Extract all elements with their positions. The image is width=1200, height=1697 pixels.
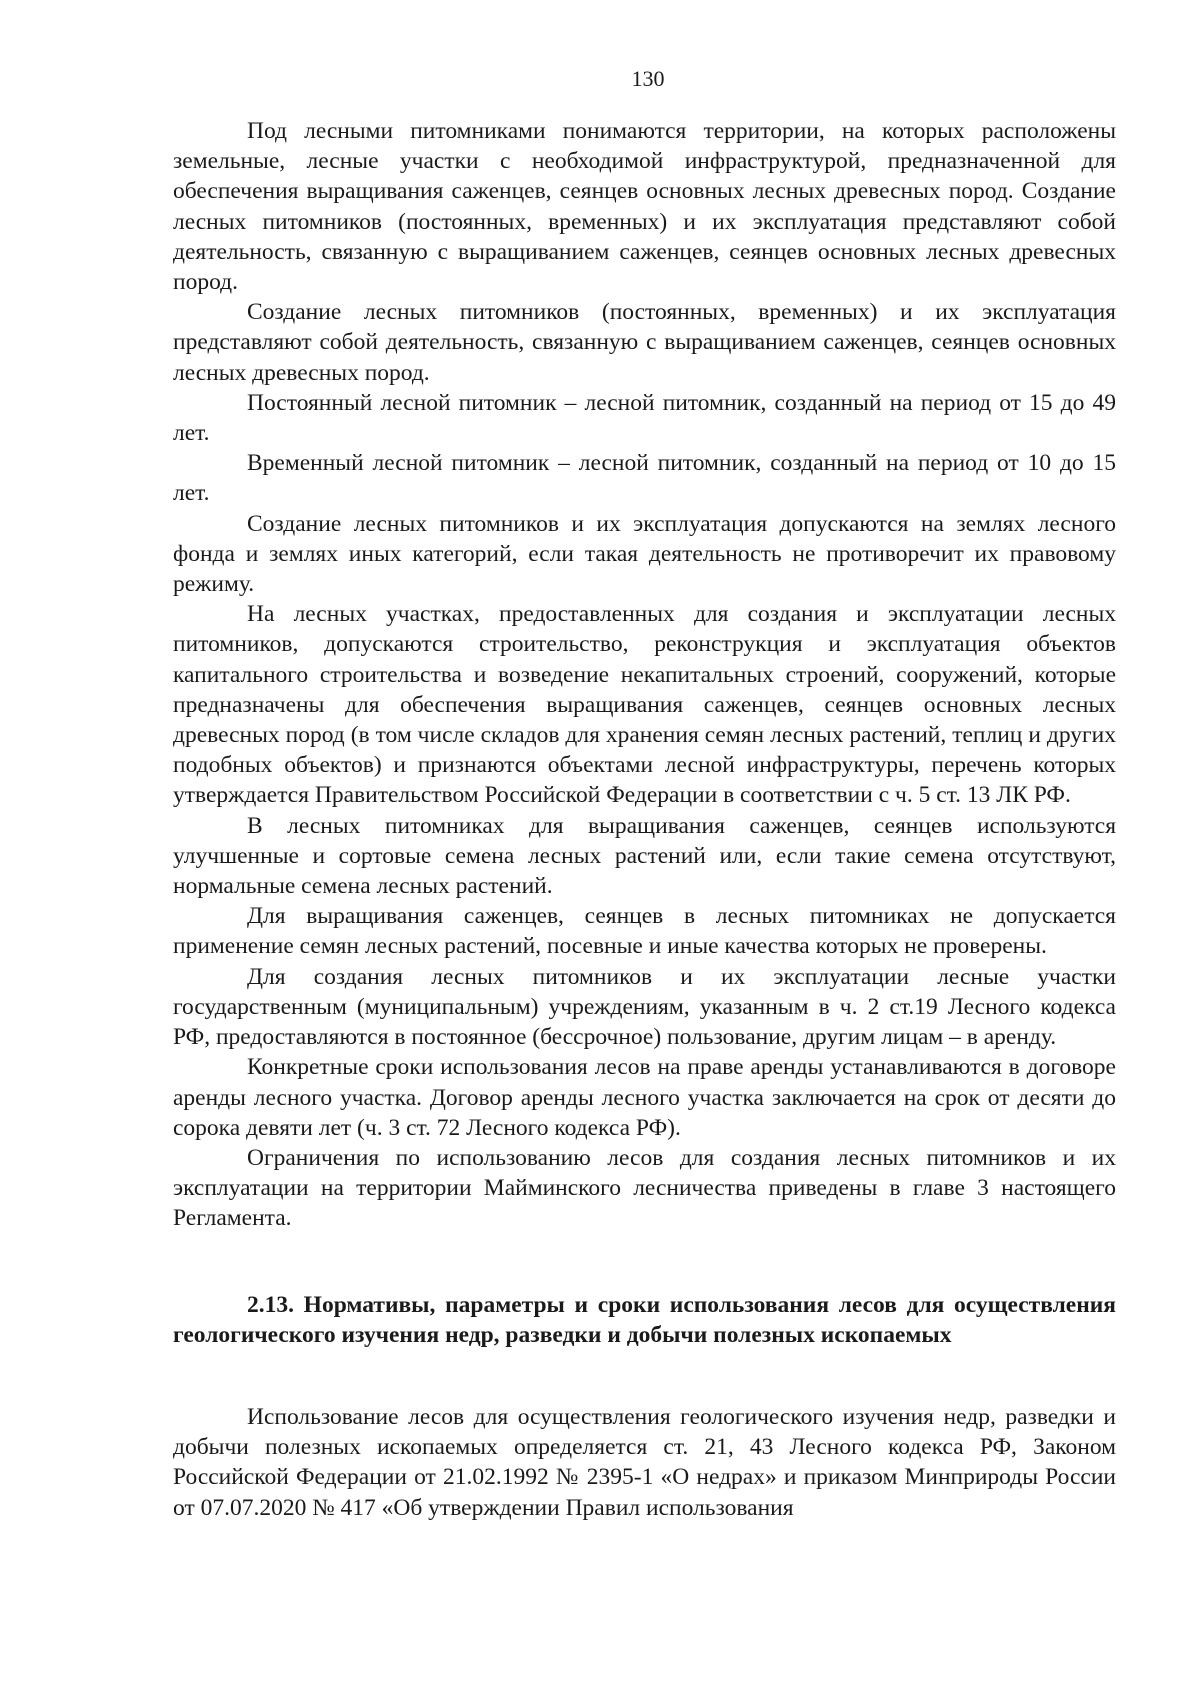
paragraph-infrastructure: На лесных участках, предоставленных для создания и эксплуатации лесных питомников, допускаются строительство, реконструкция и эксплуатация объектов капитального строительства и возведение некапитальных строений, сооружений, которые предназначены для обеспечения выращивания саженцев, сеянцев основных лесных древесных пород (в том числе складов для хранения семян лесных растений, теплиц и других подобных объектов) и признаются объектами лесной инфраструктуры, перечень которых утверждается Правительством Российской Федерации в соответствии с ч. 5 ст. 13 ЛК РФ.: [173, 601, 1116, 809]
paragraph-nurseries-definition: Под лесными питомниками понимаются территории, на которых расположены земельные, лесные участки с необходимой инфраструктурой, предназначенной для обеспечения выращивания саженцев, сеянцев основных лесных древесных пород. Создание лесных питомников (постоянных, временных) и их эксплуатация представляют собой деятельность, связанную с выращиванием саженцев, сеянцев основных лесных древесных пород.: [173, 118, 1116, 296]
page-number: 130: [631, 66, 665, 91]
paragraph-allowed-lands: Создание лесных питомников и их эксплуатация допускаются на землях лесного фонда и землях иных категорий, если такая деятельность не противоречит их правовому режиму.: [173, 510, 1116, 598]
paragraph-restrictions: Ограничения по использованию лесов для создания лесных питомников и их эксплуатации на территории Майминского лесничества приведены в главе 3 настоящего Регламента.: [173, 1144, 1116, 1232]
paragraph-seeds-used: В лесных питомниках для выращивания саженцев, сеянцев используются улучшенные и сортовые семена лесных растений или, если такие семена отсутствуют, нормальные семена лесных растений.: [173, 812, 1116, 900]
document-body: [173, 116, 1116, 1523]
paragraph-land-provision: Для создания лесных питомников и их эксплуатации лесные участки государственным (муниципальным) учреждениям, указанным в ч. 2 ст.19 Лесного кодекса РФ, предоставляются в постоянное (бессрочное) пользование, другим лицам – в аренду.: [173, 963, 1116, 1051]
paragraph-lease-terms: Конкретные сроки использования лесов на праве аренды устанавливаются в договоре аренды лесного участка. Договор аренды лесного участка заключается на срок от десяти до сорока девяти лет (ч. 3 ст. 72 Лесного кодекса РФ).: [173, 1054, 1116, 1141]
paragraph-temporary-nursery: Временный лесной питомник – лесной питомник, созданный на период от 10 до 15 лет.: [173, 450, 1116, 507]
paragraph-geology-usage: Использование лесов для осуществления геологического изучения недр, разведки и добычи полезных ископаемых определяется ст. 21, 43 Лесного кодекса РФ, Законом Российской Федерации от 21.02.1992 № 2395-1 «О недрах» и приказом Минприроды России от 07.07.2020 № 417 «Об утверждении Правил использования: [173, 1403, 1116, 1521]
section-heading-2-13: 2.13. Нормативы, параметры и сроки использования лесов для осуществления геологического изучения недр, разведки и добычи полезных ископаемых: [173, 1291, 1116, 1348]
paragraph-seeds-not-allowed: Для выращивания саженцев, сеянцев в лесных питомниках не допускается применение семян лесных растений, посевные и иные качества которых не проверены.: [173, 903, 1116, 960]
paragraph-permanent-nursery: Постоянный лесной питомник – лесной питомник, созданный на период от 15 до 49 лет.: [173, 389, 1116, 447]
paragraph-nurseries-activity: Создание лесных питомников (постоянных, временных) и их эксплуатация представляют собой деятельность, связанную с выращиванием саженцев, сеянцев основных лесных древесных пород.: [173, 299, 1116, 386]
